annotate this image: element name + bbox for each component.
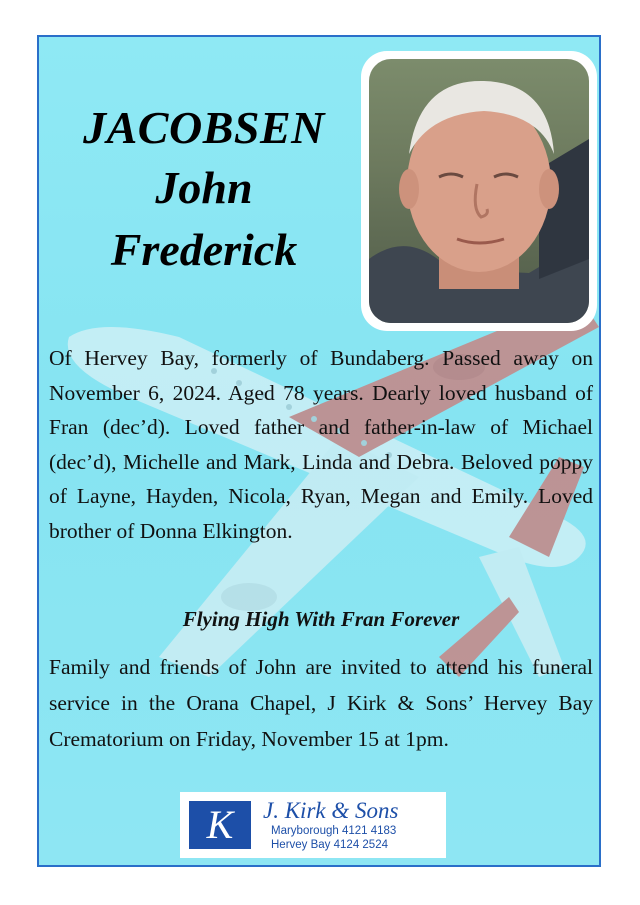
surname: JACOBSEN xyxy=(83,102,325,153)
given-name-second: Frederick xyxy=(110,224,298,275)
given-name-first: John xyxy=(155,162,253,213)
funeral-service-details: Family and friends of John are invited to attend his funeral service in the Orana Chapel, J Kirk & Sons’ Hervey Bay Crematorium on Friday, November 15 at 1pm. xyxy=(49,655,593,751)
funeral-home-name: J. Kirk & Sons xyxy=(263,798,399,823)
phone-maryborough: Maryborough 4121 4183 xyxy=(271,825,397,837)
portrait-photo xyxy=(369,59,589,323)
deceased-name xyxy=(49,99,359,281)
funeral-home-logo xyxy=(180,792,446,858)
phone-hervey-bay: Hervey Bay 4124 2524 xyxy=(271,839,388,851)
monogram-letter: K xyxy=(206,802,234,847)
memorial-motto: Flying High With Fran Forever xyxy=(182,607,460,631)
funeral-notice-card xyxy=(37,35,601,867)
obituary-text: Of Hervey Bay, formerly of Bundaberg. Passed away on November 6, 2024. Aged 78 years. Dearly loved husband of Fran (dec’d). Loved father and father-in-law of Michael (dec’d), Michelle and Mark, Linda and Debra. Beloved poppy of Layne, Hayden, Nicola, Ryan, Megan and Emily. Loved brother of Donna Elkington. xyxy=(49,346,593,543)
logo-text-block xyxy=(263,798,398,852)
k-monogram-icon xyxy=(189,801,251,849)
portrait-frame xyxy=(361,51,597,331)
